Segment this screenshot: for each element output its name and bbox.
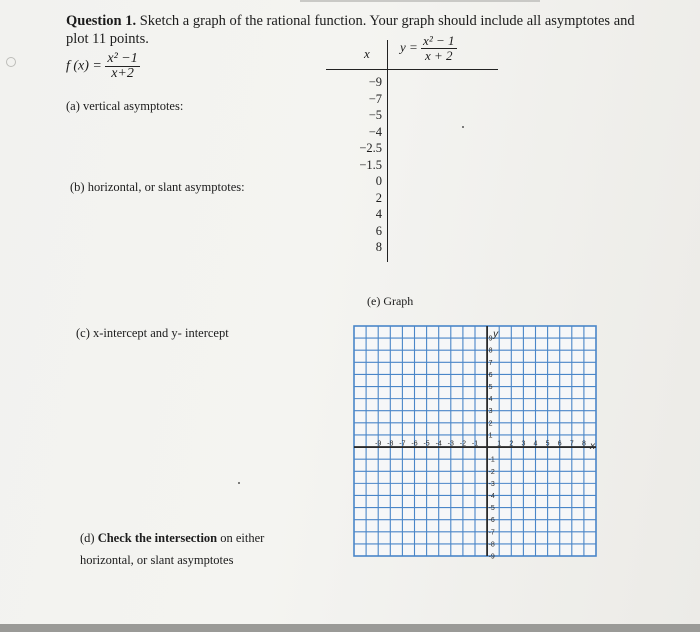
x-tick-label: 2 xyxy=(509,440,514,448)
table-x-value: 6 xyxy=(375,223,382,238)
y-tick-label: -9 xyxy=(488,553,495,560)
part-d-suffix: on either xyxy=(220,531,265,545)
table-x-value: −7 xyxy=(368,91,382,106)
table-x-value: −4 xyxy=(368,124,382,139)
y-tick-label: 1 xyxy=(488,432,493,440)
x-tick-label: -6 xyxy=(411,440,418,448)
x-tick-label: -8 xyxy=(387,440,394,448)
y-tick-label: -8 xyxy=(488,541,495,549)
x-tick-label: -7 xyxy=(399,440,406,448)
x-tick-label: 3 xyxy=(521,440,526,448)
x-tick-label: -5 xyxy=(423,440,430,448)
top-edge-shadow xyxy=(300,0,540,2)
part-e-label: (e) Graph xyxy=(367,294,414,308)
x-tick-label: 4 xyxy=(533,440,538,448)
table-vertical-rule xyxy=(387,40,388,262)
part-d-line2: horizontal, or slant asymptotes xyxy=(80,553,234,567)
y-axis-label: y xyxy=(493,329,499,340)
table-x-value: 0 xyxy=(375,174,382,188)
y-tick-label: -7 xyxy=(488,529,495,537)
bottom-edge xyxy=(0,624,700,632)
y-tick-label: 6 xyxy=(488,371,493,379)
x-tick-label: 1 xyxy=(497,440,502,448)
stray-mark xyxy=(462,126,464,128)
x-tick-label: 7 xyxy=(569,440,574,448)
table-x-value: 4 xyxy=(375,207,382,221)
part-d-prefix: (d) xyxy=(80,531,95,545)
x-tick-label: -2 xyxy=(459,440,467,448)
stray-mark xyxy=(238,482,240,484)
part-c-label: (c) x-intercept and y- intercept xyxy=(76,326,229,340)
y-tick-label: 7 xyxy=(488,359,493,367)
table-x-value: 2 xyxy=(375,190,382,205)
table-x-values xyxy=(346,74,382,256)
function-fraction xyxy=(105,52,139,81)
table-x-value: 8 xyxy=(375,240,382,254)
table-x-header: x xyxy=(364,46,370,61)
y-tick-label: -1 xyxy=(488,456,495,464)
x-tick-label: 6 xyxy=(557,440,562,448)
y-tick-label: 8 xyxy=(488,347,493,355)
question-number: Question 1. xyxy=(66,13,137,29)
y-tick-label: 3 xyxy=(488,408,493,416)
table-x-value: −1.5 xyxy=(359,157,382,172)
part-d-label xyxy=(80,531,264,546)
coordinate-grid[interactable] xyxy=(350,322,600,560)
part-d-bold: Check the intersection xyxy=(97,531,218,545)
part-a-label: (a) vertical asymptotes: xyxy=(66,99,184,113)
y-tick-label: 9 xyxy=(488,335,493,343)
y-tick-label: -3 xyxy=(488,480,495,488)
x-axis-label: x xyxy=(590,441,595,453)
y-tick-label: -2 xyxy=(488,468,495,476)
table-x-value: −2.5 xyxy=(359,141,382,155)
question-prompt xyxy=(66,12,666,48)
table-x-value: −9 xyxy=(368,75,382,89)
function-lhs: f (x) = xyxy=(66,58,102,74)
function-numerator: x² −1 xyxy=(107,51,138,66)
table-y-denominator: x + 2 xyxy=(425,48,453,63)
table-y-lhs: y = xyxy=(400,39,418,55)
table-y-header xyxy=(400,34,457,63)
function-definition xyxy=(66,52,140,81)
table-y-fraction xyxy=(421,34,456,63)
x-tick-label: 5 xyxy=(545,440,550,448)
table-y-numerator: x² − 1 xyxy=(423,33,455,48)
y-tick-label: -6 xyxy=(488,517,495,525)
part-b-label: (b) horizontal, or slant asymptotes: xyxy=(70,180,245,194)
y-tick-label: -4 xyxy=(488,492,495,500)
table-horizontal-rule xyxy=(326,69,498,70)
function-denominator: x+2 xyxy=(111,66,134,81)
x-tick-label: -3 xyxy=(447,440,454,448)
question-text-line2: plot 11 points. xyxy=(66,31,149,47)
y-tick-label: 5 xyxy=(488,384,493,392)
x-tick-label: -9 xyxy=(375,440,382,448)
x-tick-label: -4 xyxy=(435,440,442,448)
y-tick-label: -5 xyxy=(488,505,495,513)
x-tick-label: -1 xyxy=(471,440,479,448)
table-x-value: −5 xyxy=(368,108,382,122)
question-text-line1: Sketch a graph of the rational function. Your graph should include all asymptotes and xyxy=(139,13,635,29)
x-tick-label: 8 xyxy=(581,440,586,448)
binder-hole xyxy=(6,57,16,67)
y-tick-label: 4 xyxy=(488,396,493,404)
y-tick-label: 2 xyxy=(488,420,493,428)
